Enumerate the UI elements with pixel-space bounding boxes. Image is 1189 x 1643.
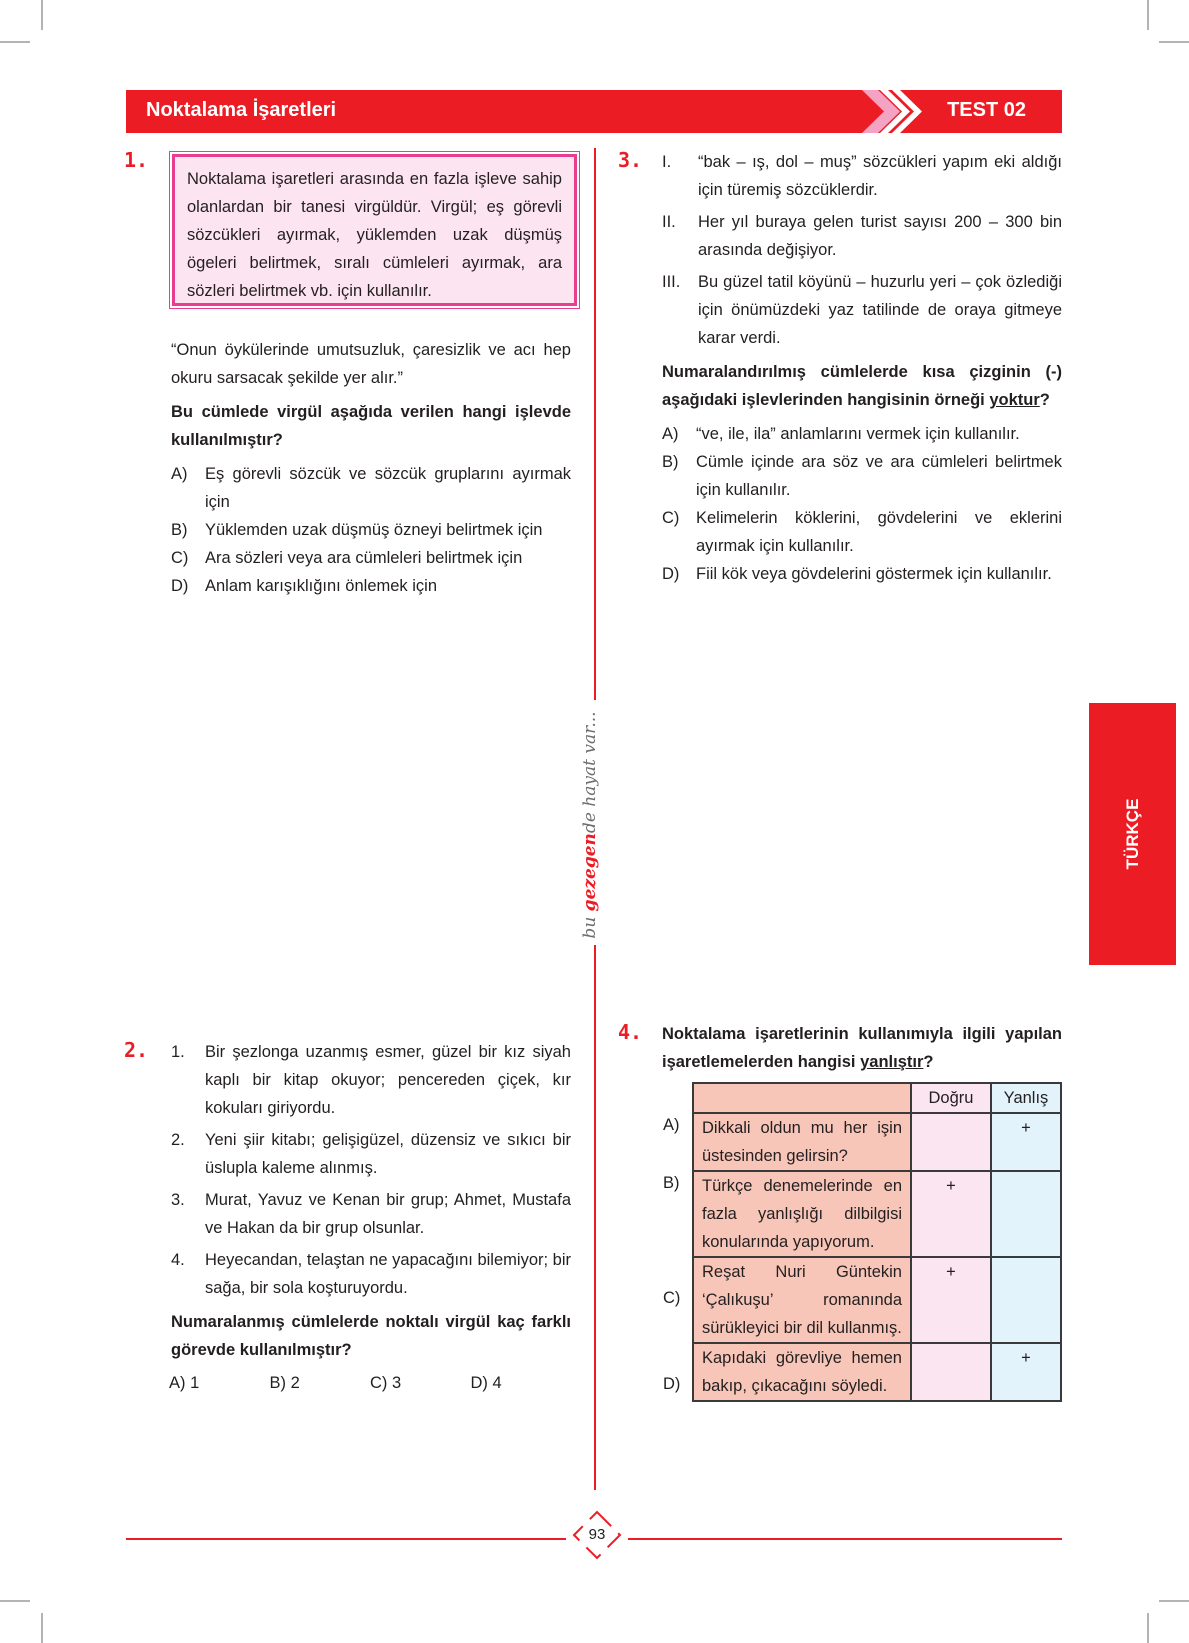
header-cell (693, 1083, 911, 1113)
table-row (693, 1113, 1061, 1171)
option-b[interactable]: B) 2 (269, 1374, 300, 1392)
crop-mark (0, 1600, 30, 1602)
sentence-item (171, 1038, 571, 1122)
statement-item (662, 268, 1062, 352)
question-number: 1. (124, 148, 149, 172)
prompt-end: ? (1039, 391, 1050, 409)
option-label: C) (662, 509, 680, 527)
sentence-number: 3. (171, 1191, 185, 1209)
option-label: D) (662, 565, 680, 583)
question-prompt (662, 1020, 1062, 1076)
table-row (693, 1171, 1061, 1257)
option-d[interactable]: D) (663, 1375, 681, 1393)
table-row (693, 1343, 1061, 1401)
option-d[interactable] (171, 572, 571, 600)
sentence-text: Bir şezlonga uzanmış esmer, güzel bir kız siyah kaplı bir kitap okuyor; pencereden çiçek, kır kokuları giriyordu. (205, 1043, 571, 1117)
question-1-body (171, 336, 571, 600)
crop-mark (1159, 41, 1189, 43)
option-label: B) (662, 453, 679, 471)
question-prompt (662, 358, 1062, 414)
statement-cell: Dikkali oldun mu her işin üstesinden gelirsin? (693, 1113, 911, 1171)
option-label: A) (662, 425, 679, 443)
sentence-text: Murat, Yavuz ve Kenan bir grup; Ahmet, Mustafa ve Hakan da bir grup olsunlar. (205, 1191, 571, 1237)
sentence-item (171, 1126, 571, 1182)
option-d[interactable]: D) 4 (470, 1374, 502, 1392)
yanlis-cell: + (991, 1113, 1061, 1171)
sentence-number: 4. (171, 1251, 185, 1269)
options-list (171, 460, 571, 600)
sentence-text: Yeni şiir kitabı; gelişigüzel, düzensiz ve sıkıcı bir üslupla kaleme alınmış. (205, 1131, 571, 1177)
header-cell-dogru: Doğru (911, 1083, 991, 1113)
question-prompt: Numaralanmış cümlelerde noktalı virgül kaç farklı görevde kullanılmıştır? (171, 1313, 571, 1359)
option-c[interactable]: C) (663, 1289, 681, 1307)
options-row (169, 1374, 571, 1393)
option-a[interactable] (171, 460, 571, 516)
prompt-main: Numaralandırılmış cümlelerde kısa çizginin (-) aşağıdaki işlevlerinden hangisinin örneği (662, 363, 1062, 409)
footer-line-right (628, 1538, 1062, 1540)
crop-mark (1147, 1613, 1149, 1643)
option-label: D) (171, 577, 189, 595)
option-text: Ara sözleri veya ara cümleleri belirtmek için (205, 549, 523, 567)
option-a[interactable]: A) 1 (169, 1374, 200, 1392)
subject-tab (1089, 703, 1176, 965)
option-text: Eş görevli sözcük ve sözcük gruplarını ayırmak için (205, 465, 571, 511)
option-text: Yüklemden uzak düşmüş özneyi belirtmek için (205, 521, 543, 539)
option-b[interactable] (662, 448, 1062, 504)
dogru-cell (911, 1113, 991, 1171)
statement-text: Bu güzel tatil köyünü – huzurlu yeri – çok özlediği için önümüzdeki yaz tatilinde de oraya gitmeye karar verdi. (698, 273, 1062, 347)
statement-cell: Türkçe denemelerinde en fazla yanlışlığı dilbilgisi konularında yapıyorum. (693, 1171, 911, 1257)
test-label: TEST 02 (947, 99, 1026, 121)
option-a[interactable]: A) (663, 1116, 680, 1134)
statement-text: Her yıl buraya gelen turist sayısı 200 – 300 bin arasında değişiyor. (698, 213, 1062, 259)
question-number: 3. (618, 148, 643, 172)
crop-mark (41, 0, 43, 30)
question-3-body (662, 148, 1062, 588)
crop-mark (0, 41, 30, 43)
sentence-number: 2. (171, 1131, 185, 1149)
option-b[interactable] (171, 516, 571, 544)
column-divider (594, 148, 596, 700)
page-title: Noktalama İşaretleri (146, 99, 337, 121)
crop-mark (41, 1613, 43, 1643)
dogru-cell (911, 1343, 991, 1401)
option-label: B) (171, 521, 188, 539)
footer-line-left (126, 1538, 566, 1540)
sentence-number: 1. (171, 1043, 185, 1061)
sentence-item (171, 1246, 571, 1302)
statement-cell: Kapıdaki görevliye hemen bakıp, çıkacağını söyledi. (693, 1343, 911, 1401)
option-text: Cümle içinde ara söz ve ara cümleleri belirtmek için kullanılır. (696, 453, 1062, 499)
option-c[interactable] (171, 544, 571, 572)
dogru-cell: + (911, 1257, 991, 1343)
option-c[interactable] (662, 504, 1062, 560)
answer-table (692, 1082, 1062, 1402)
sentence-text: Heyecandan, telaştan ne yapacağını bilemiyor; bir sağa, bir sola koşturuyordu. (205, 1251, 571, 1297)
crop-mark (1159, 1600, 1189, 1602)
statement-number: III. (662, 273, 681, 291)
statement-number: II. (662, 213, 676, 231)
option-text: Fiil kök veya gövdelerini göstermek için kullanılır. (696, 565, 1052, 583)
page-number-badge (571, 1509, 623, 1561)
question-prompt: Bu cümlede virgül aşağıda verilen hangi işlevde kullanılmıştır? (171, 403, 571, 449)
info-box-text: Noktalama işaretleri arasında en fazla işleve sahip olanlardan bir tanesi virgüldür. Virgül; eş görevli sözcükleri ayırmak, yüklemden uzak düşmüş ögeleri belirtmek, sıralı cümleleri ayırmak, ara sözleri belirtmek vb. için kullanılır. (187, 170, 562, 300)
option-d[interactable] (662, 560, 1062, 588)
sentence-item (171, 1186, 571, 1242)
statement-item (662, 208, 1062, 264)
yanlis-cell (991, 1171, 1061, 1257)
option-text: “ve, ile, ila” anlamlarını vermek için kullanılır. (696, 425, 1020, 443)
option-c[interactable]: C) 3 (370, 1374, 402, 1392)
prompt-emphasis: yoktur (989, 391, 1040, 409)
chevron-right-icon (858, 90, 938, 133)
page-header (126, 90, 1062, 133)
page-number: 93 (588, 1526, 606, 1543)
info-box (172, 154, 577, 306)
options-list (662, 420, 1062, 588)
slogan-highlight: gezegen (580, 833, 600, 912)
question-4-prompt (662, 1020, 1062, 1076)
statement-number: I. (662, 153, 672, 171)
subject-tab-label: TÜRKÇE (1122, 798, 1142, 870)
dogru-cell: + (911, 1171, 991, 1257)
slogan-prefix: bu (580, 911, 600, 939)
option-b[interactable]: B) (663, 1174, 680, 1192)
column-divider (594, 945, 596, 1490)
option-text: Anlam karışıklığını önlemek için (205, 577, 438, 595)
question-2-body (171, 1038, 571, 1393)
option-a[interactable] (662, 420, 1062, 448)
slogan (560, 711, 620, 939)
header-cell-yanlis: Yanlış (991, 1083, 1061, 1113)
question-number: 4. (618, 1020, 643, 1044)
slogan-suffix: de hayat var... (580, 711, 600, 834)
prompt-end: ? (923, 1053, 934, 1071)
yanlis-cell (991, 1257, 1061, 1343)
statement-text: “bak – ış, dol – muş” sözcükleri yapım eki aldığı için türemiş sözcüklerdir. (698, 153, 1062, 199)
yanlis-cell: + (991, 1343, 1061, 1401)
option-text: Kelimelerin köklerini, gövdelerini ve eklerini ayırmak için kullanılır. (696, 509, 1062, 555)
crop-mark (1147, 0, 1149, 30)
table-header-row (693, 1083, 1061, 1113)
statement-cell: Reşat Nuri Güntekin ‘Çalıkuşu’ romanında sürükleyici bir dil kullanmış. (693, 1257, 911, 1343)
question-number: 2. (124, 1038, 149, 1062)
statement-item (662, 148, 1062, 204)
prompt-main: Noktalama işaretlerinin kullanımıyla ilgili yapılan işaretlemelerden hangisi (662, 1025, 1062, 1071)
option-label: A) (171, 465, 188, 483)
option-label: C) (171, 549, 189, 567)
prompt-emphasis: yanlıştır (860, 1053, 924, 1071)
quote-text: “Onun öykülerinde umutsuzluk, çaresizlik ve acı hep okuru sarsacak şekilde yer alır.” (171, 341, 571, 387)
table-row (693, 1257, 1061, 1343)
